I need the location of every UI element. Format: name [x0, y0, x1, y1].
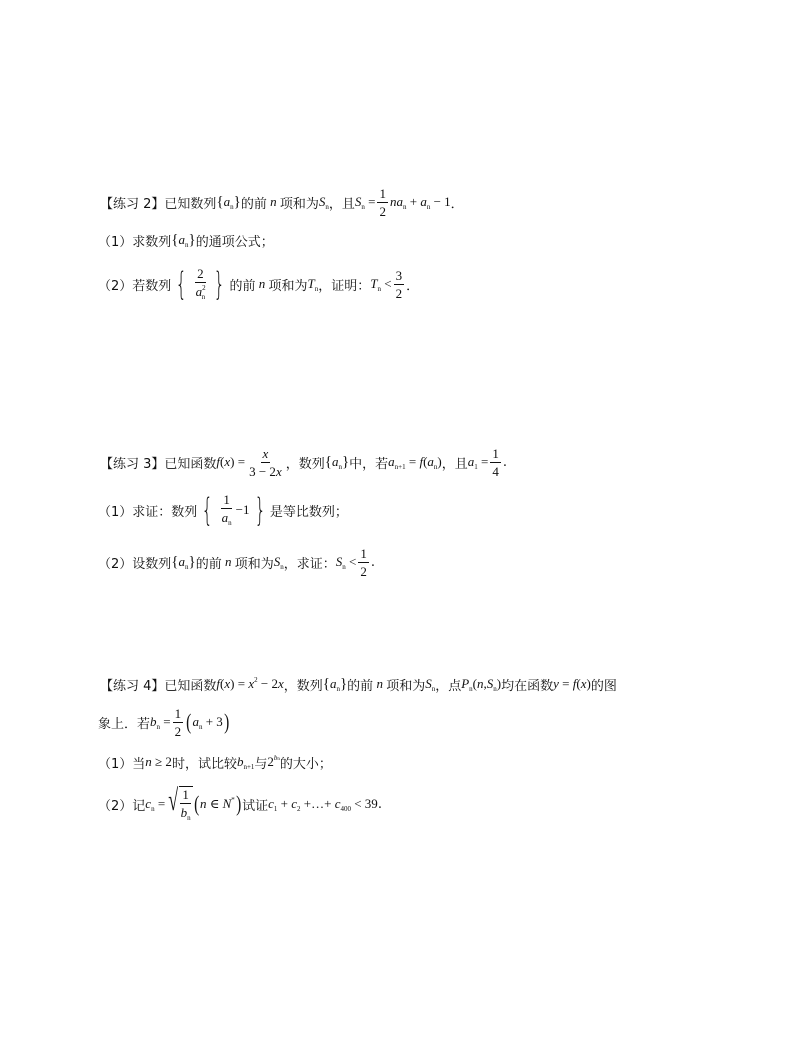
- sqrt-expression: √ $\frac{1}{b_n}$: [168, 784, 191, 822]
- exercise-3-part-2: （2） 设数列 { $a_n$ } 的前 n 项和为 $S_n$ ，求证： $S_n$ < $\frac{1}{2}$ .: [98, 545, 375, 579]
- exercise-2-part-2: （2） 若数列 { $\frac{2}{a^2_n}$ } 的前 n 项和为 $T_n$ ，证明： $T_n$ < $\frac{3}{2}$ ．: [98, 265, 420, 303]
- exercise-3-label: 【练习 3】: [100, 456, 165, 472]
- exercise-2-statement: 【练习 2】 已知数列 { $a_n$ } 的前 n 项和为 $S_n$ ，且 $S_n$ = $\frac{1}{2}$ $na_n + a_n - 1$ ．: [100, 185, 464, 219]
- exercise-4-part-2: （2） 记 $c_n$ = √ $\frac{1}{b_n}$ ( n ∈ N* ) 试证 $c_1 + c_2$ +…+ $c_{400} < 39$ .: [98, 784, 382, 822]
- exercise-4-part-1: （1） 当 n ≥ 2 时，试比较 $b_{n+1}$ 与 $2^{bn}$ 的大小；: [98, 753, 332, 772]
- formula-sn: $S_n$ =: [354, 193, 376, 211]
- exercise-2-part-1: （1） 求数列 { $a_n$ } 的通项公式；: [98, 231, 274, 250]
- exercise-4-label: 【练习 4】: [100, 678, 165, 694]
- exercise-3-part-1: （1） 求证：数列 { $\frac{1}{a_n}$ −1 } 是等比数列；: [98, 491, 348, 529]
- exercise-2-label: 【练习 2】: [100, 196, 165, 212]
- exercise-4-statement: 【练习 4】 已知函数 $f(x) = x^2 - 2x$ ，数列 { $a_n$ } 的前 n 项和为 $S_n$ ，点 $P_n(n,S_n)$ 均在函数 y = f(x) 的图: [100, 675, 617, 694]
- exercise-3-statement: 【练习 3】 已知函数 f(x) = $\frac{x}{3 - 2x}$ ，数列 { $a_n$ } 中，若 $a_{n+1} = f(a_n)$ ，且 $a_1$ = $\frac{1}{4}$ .: [100, 445, 508, 479]
- exercise-4-statement-cont: 象上．若 $b_n$ = $\frac{1}{2}$ ( $a_n + 3$ ): [98, 705, 230, 739]
